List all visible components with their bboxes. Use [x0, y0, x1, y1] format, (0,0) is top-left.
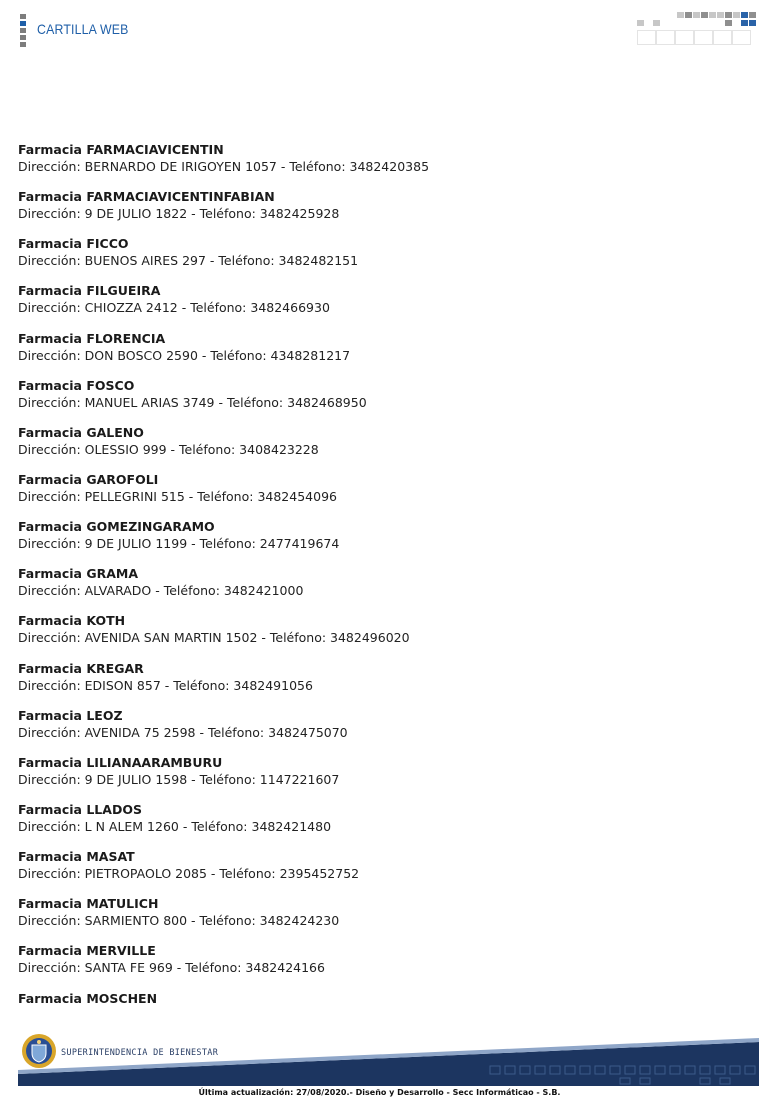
pharmacy-list: [18, 143, 738, 1039]
pharmacy-address: Dirección: SANTA FE 969 - Teléfono: 3482424166: [18, 960, 325, 976]
pharmacy-address: Dirección: PELLEGRINI 515 - Teléfono: 3482454096: [18, 488, 337, 504]
list-item: [18, 143, 738, 190]
pharmacy-name: Farmacia GALENO: [18, 424, 144, 440]
footer-band: [0, 1028, 759, 1088]
pharmacy-address: Dirección: 9 DE JULIO 1598 - Teléfono: 1147221607: [18, 771, 340, 787]
list-item: [18, 897, 738, 944]
pharmacy-name: Farmacia MASAT: [18, 849, 135, 865]
pharmacy-address: Dirección: MANUEL ARIAS 3749 - Teléfono: 3482468950: [18, 394, 367, 410]
pharmacy-name: Farmacia GRAMA: [18, 566, 139, 582]
pharmacy-address: Dirección: EDISON 857 - Teléfono: 3482491056: [18, 677, 313, 693]
pharmacy-name: Farmacia LILIANAARAMBURU: [18, 754, 223, 770]
pharmacy-address: Dirección: 9 DE JULIO 1199 - Teléfono: 2477419674: [18, 536, 340, 552]
list-item: [18, 709, 738, 756]
list-item: [18, 379, 738, 426]
pharmacy-name: Farmacia FARMACIAVICENTIN: [18, 142, 224, 157]
pharmacy-address: Dirección: 9 DE JULIO 1822 - Teléfono: 3482425928: [18, 206, 340, 222]
list-item: [18, 190, 738, 237]
list-item: [18, 332, 738, 379]
pharmacy-address: Dirección: DON BOSCO 2590 - Teléfono: 4348281217: [18, 347, 351, 363]
pharmacy-address: Dirección: OLESSIO 999 - Teléfono: 3408423228: [18, 441, 319, 457]
header-bar-icon: [20, 14, 26, 47]
pharmacy-name: Farmacia KOTH: [18, 613, 126, 629]
page-header: [0, 0, 759, 60]
pharmacy-name: Farmacia FICCO: [18, 236, 129, 252]
pharmacy-name: Farmacia FILGUEIRA: [18, 283, 161, 299]
list-item: [18, 803, 738, 850]
pharmacy-name: Farmacia LLADOS: [18, 801, 142, 817]
list-item: [18, 426, 738, 473]
page-title: CARTILLA WEB: [37, 21, 129, 37]
logo-squares-icon: [637, 12, 759, 48]
pharmacy-address: Dirección: SARMIENTO 800 - Teléfono: 3482424230: [18, 913, 340, 929]
pharmacy-address: Dirección: AVENIDA 75 2598 - Teléfono: 3482475070: [18, 724, 348, 740]
list-item: [18, 756, 738, 803]
page-footer: [0, 1028, 759, 1101]
list-item: [18, 614, 738, 661]
list-item: [18, 850, 738, 897]
list-item: [18, 662, 738, 709]
list-item: [18, 944, 738, 991]
pharmacy-address: Dirección: BUENOS AIRES 297 - Teléfono: 3482482151: [18, 253, 359, 269]
pharmacy-name: Farmacia FOSCO: [18, 377, 135, 393]
list-item: [18, 473, 738, 520]
pharmacy-address: Dirección: CHIOZZA 2412 - Teléfono: 3482466930: [18, 300, 330, 316]
pharmacy-name: Farmacia FARMACIAVICENTINFABIAN: [18, 189, 275, 205]
pharmacy-name: Farmacia MOSCHEN: [18, 990, 158, 1006]
list-item: [18, 237, 738, 284]
footer-organization: SUPERINTENDENCIA DE BIENESTAR: [61, 1048, 219, 1058]
pharmacy-address: Dirección: L N ALEM 1260 - Teléfono: 3482421480: [18, 818, 332, 834]
pharmacy-address: Dirección: ALVARADO - Teléfono: 3482421000: [18, 583, 304, 599]
pharmacy-name: Farmacia FLORENCIA: [18, 330, 166, 346]
pharmacy-name: Farmacia GOMEZINGARAMO: [18, 519, 215, 535]
pharmacy-name: Farmacia MATULICH: [18, 896, 159, 912]
pharmacy-name: Farmacia LEOZ: [18, 707, 123, 723]
list-item: [18, 567, 738, 614]
pharmacy-address: Dirección: PIETROPAOLO 2085 - Teléfono: 2395452752: [18, 866, 360, 882]
pharmacy-name: Farmacia GAROFOLI: [18, 471, 159, 487]
list-item: [18, 520, 738, 567]
seal-icon: [21, 1033, 57, 1069]
pharmacy-name: Farmacia KREGAR: [18, 660, 144, 676]
footer-note: Última actualización: 27/08/2020.- Diseño y Desarrollo - Secc Informáticao - S.B.: [198, 1088, 561, 1097]
pharmacy-address: Dirección: AVENIDA SAN MARTIN 1502 - Teléfono: 3482496020: [18, 630, 410, 646]
pharmacy-name: Farmacia MERVILLE: [18, 943, 156, 959]
list-item: [18, 284, 738, 331]
pharmacy-address: Dirección: BERNARDO DE IRIGOYEN 1057 - Teléfono: 3482420385: [18, 159, 430, 174]
